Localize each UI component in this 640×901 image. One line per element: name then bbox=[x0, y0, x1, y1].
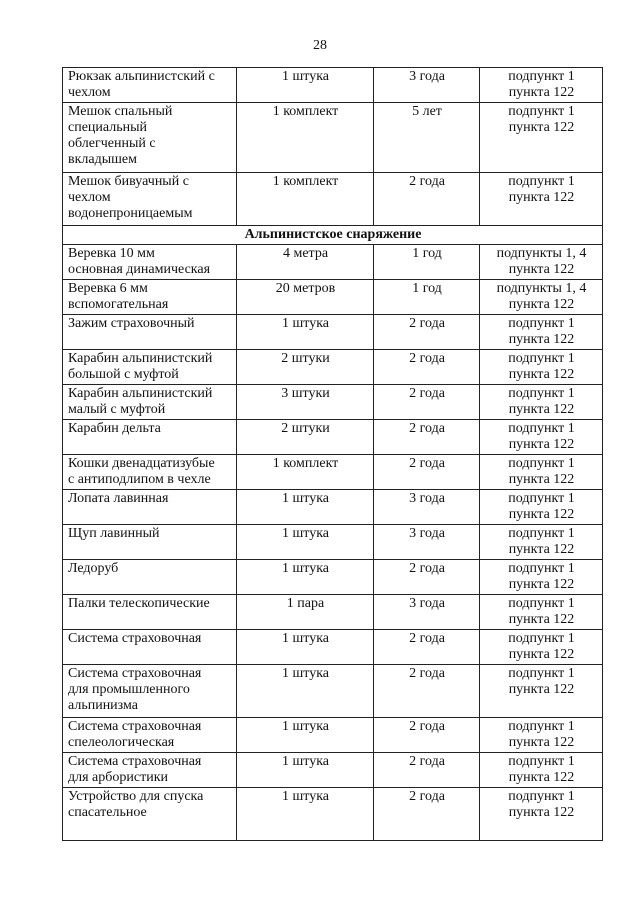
reference-cell: подпункт 1 пункта 122 bbox=[480, 595, 603, 630]
reference-cell: подпункт 1 пункта 122 bbox=[480, 630, 603, 665]
table-row bbox=[63, 630, 603, 665]
table-row bbox=[63, 753, 603, 788]
item-name-cell: Карабин альпинистский малый с муфтой bbox=[63, 385, 237, 420]
service-term-cell: 2 года bbox=[374, 420, 480, 455]
quantity-cell: 20 метров bbox=[237, 280, 374, 315]
equipment-table bbox=[62, 67, 603, 841]
quantity-cell: 3 штуки bbox=[237, 385, 374, 420]
service-term-cell: 2 года bbox=[374, 630, 480, 665]
item-name-cell: Палки телескопические bbox=[63, 595, 237, 630]
item-name-cell: Мешок спальный специальный облегченный с вкладышем bbox=[63, 103, 237, 173]
table-row bbox=[63, 173, 603, 226]
item-name-cell: Кошки двенадцатизубые с антиподлипом в чехле bbox=[63, 455, 237, 490]
service-term-cell: 2 года bbox=[374, 173, 480, 226]
reference-cell: подпункт 1 пункта 122 bbox=[480, 490, 603, 525]
service-term-cell: 2 года bbox=[374, 315, 480, 350]
quantity-cell: 2 штуки bbox=[237, 350, 374, 385]
item-name-cell: Система страховочная bbox=[63, 630, 237, 665]
item-name-cell: Карабин альпинистский большой с муфтой bbox=[63, 350, 237, 385]
service-term-cell: 2 года bbox=[374, 385, 480, 420]
reference-cell: подпункт 1 пункта 122 bbox=[480, 385, 603, 420]
quantity-cell: 1 штука bbox=[237, 315, 374, 350]
reference-cell: подпункт 1 пункта 122 bbox=[480, 525, 603, 560]
item-name-cell: Мешок бивуачный с чехлом водонепроницаемым bbox=[63, 173, 237, 226]
quantity-cell: 1 штука bbox=[237, 665, 374, 718]
quantity-cell: 1 штука bbox=[237, 490, 374, 525]
table-row bbox=[63, 420, 603, 455]
table-row bbox=[63, 103, 603, 173]
item-name-cell: Рюкзак альпинистский с чехлом bbox=[63, 68, 237, 103]
service-term-cell: 2 года bbox=[374, 455, 480, 490]
quantity-cell: 1 пара bbox=[237, 595, 374, 630]
quantity-cell: 4 метра bbox=[237, 245, 374, 280]
reference-cell: подпункты 1, 4 пункта 122 bbox=[480, 245, 603, 280]
quantity-cell: 1 штука bbox=[237, 753, 374, 788]
service-term-cell: 5 лет bbox=[374, 103, 480, 173]
item-name-cell: Карабин дельта bbox=[63, 420, 237, 455]
service-term-cell: 2 года bbox=[374, 718, 480, 753]
table-row bbox=[63, 315, 603, 350]
item-name-cell: Система страховочная для промышленного альпинизма bbox=[63, 665, 237, 718]
item-name-cell: Лопата лавинная bbox=[63, 490, 237, 525]
quantity-cell: 1 комплект bbox=[237, 173, 374, 226]
reference-cell: подпункт 1 пункта 122 bbox=[480, 753, 603, 788]
reference-cell: подпункт 1 пункта 122 bbox=[480, 173, 603, 226]
service-term-cell: 2 года bbox=[374, 665, 480, 718]
quantity-cell: 1 штука bbox=[237, 630, 374, 665]
table-row bbox=[63, 788, 603, 841]
table-row bbox=[63, 245, 603, 280]
reference-cell: подпункт 1 пункта 122 bbox=[480, 455, 603, 490]
reference-cell: подпункт 1 пункта 122 bbox=[480, 718, 603, 753]
service-term-cell: 2 года bbox=[374, 350, 480, 385]
table-row bbox=[63, 280, 603, 315]
quantity-cell: 1 штука bbox=[237, 788, 374, 841]
item-name-cell: Ледоруб bbox=[63, 560, 237, 595]
service-term-cell: 3 года bbox=[374, 68, 480, 103]
item-name-cell: Веревка 6 мм вспомогательная bbox=[63, 280, 237, 315]
quantity-cell: 1 штука bbox=[237, 525, 374, 560]
item-name-cell: Система страховочная спелеологическая bbox=[63, 718, 237, 753]
reference-cell: подпункт 1 пункта 122 bbox=[480, 315, 603, 350]
reference-cell: подпункты 1, 4 пункта 122 bbox=[480, 280, 603, 315]
reference-cell: подпункт 1 пункта 122 bbox=[480, 665, 603, 718]
service-term-cell: 2 года bbox=[374, 788, 480, 841]
service-term-cell: 3 года bbox=[374, 525, 480, 560]
quantity-cell: 1 штука bbox=[237, 560, 374, 595]
item-name-cell: Щуп лавинный bbox=[63, 525, 237, 560]
table-row bbox=[63, 665, 603, 718]
table-row bbox=[63, 455, 603, 490]
equipment-table-body bbox=[63, 68, 603, 841]
reference-cell: подпункт 1 пункта 122 bbox=[480, 788, 603, 841]
table-row bbox=[63, 490, 603, 525]
service-term-cell: 3 года bbox=[374, 490, 480, 525]
reference-cell: подпункт 1 пункта 122 bbox=[480, 560, 603, 595]
reference-cell: подпункт 1 пункта 122 bbox=[480, 68, 603, 103]
item-name-cell: Веревка 10 мм основная динамическая bbox=[63, 245, 237, 280]
service-term-cell: 1 год bbox=[374, 280, 480, 315]
item-name-cell: Система страховочная для арбористики bbox=[63, 753, 237, 788]
item-name-cell: Зажим страховочный bbox=[63, 315, 237, 350]
table-row bbox=[63, 68, 603, 103]
quantity-cell: 1 комплект bbox=[237, 103, 374, 173]
table-row bbox=[63, 718, 603, 753]
reference-cell: подпункт 1 пункта 122 bbox=[480, 103, 603, 173]
table-row bbox=[63, 560, 603, 595]
page-number: 28 bbox=[313, 38, 327, 53]
service-term-cell: 2 года bbox=[374, 753, 480, 788]
section-title: Альпинистское снаряжение bbox=[63, 226, 603, 245]
service-term-cell: 1 год bbox=[374, 245, 480, 280]
table-row bbox=[63, 385, 603, 420]
quantity-cell: 2 штуки bbox=[237, 420, 374, 455]
reference-cell: подпункт 1 пункта 122 bbox=[480, 350, 603, 385]
section-row bbox=[63, 226, 603, 245]
item-name-cell: Устройство для спуска спасательное bbox=[63, 788, 237, 841]
quantity-cell: 1 штука bbox=[237, 718, 374, 753]
service-term-cell: 2 года bbox=[374, 560, 480, 595]
quantity-cell: 1 комплект bbox=[237, 455, 374, 490]
reference-cell: подпункт 1 пункта 122 bbox=[480, 420, 603, 455]
table-row bbox=[63, 525, 603, 560]
quantity-cell: 1 штука bbox=[237, 68, 374, 103]
table-row bbox=[63, 350, 603, 385]
service-term-cell: 3 года bbox=[374, 595, 480, 630]
table-row bbox=[63, 595, 603, 630]
